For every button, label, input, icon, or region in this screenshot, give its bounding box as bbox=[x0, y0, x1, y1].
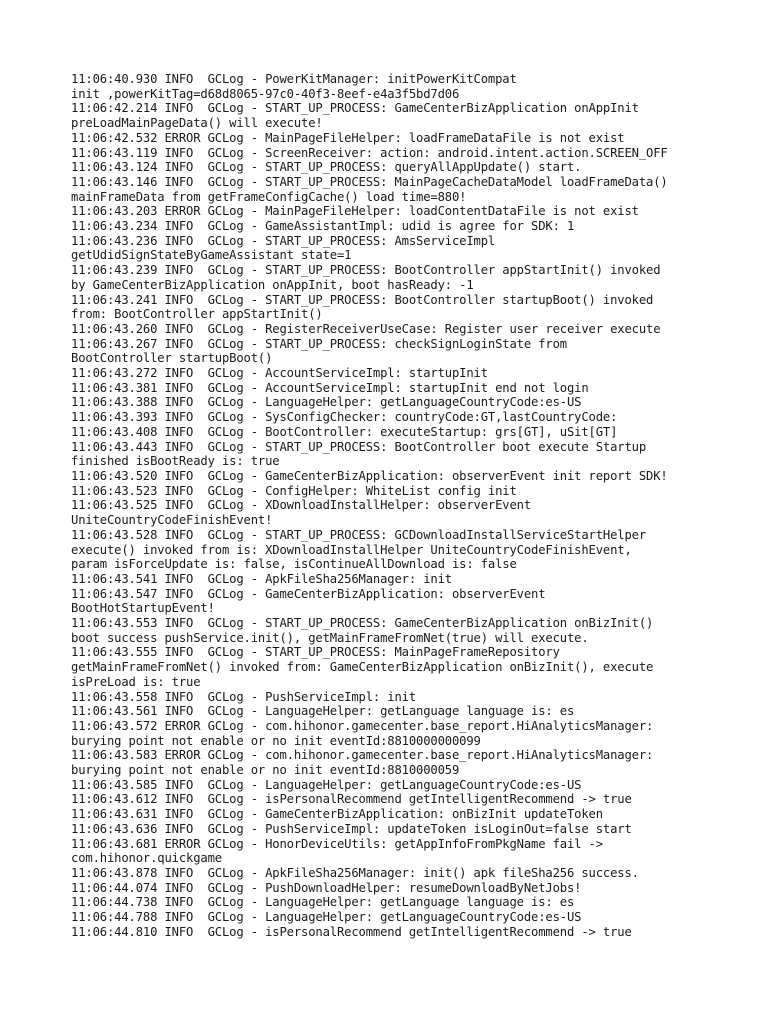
log-line: 11:06:43.381 INFO GCLog - AccountServiceImpl: startupInit end not login bbox=[71, 380, 589, 395]
log-line: 11:06:43.525 INFO GCLog - XDownloadInstallHelper: observerEvent bbox=[71, 498, 531, 513]
log-line: finished isBootReady is: true bbox=[71, 454, 280, 469]
log-line: 11:06:43.558 INFO GCLog - PushServiceImpl: init bbox=[71, 689, 416, 704]
log-line: 11:06:43.555 INFO GCLog - START_UP_PROCESS: MainPageFrameRepository bbox=[71, 645, 560, 660]
log-line: 11:06:43.260 INFO GCLog - RegisterReceiverUseCase: Register user receiver execute bbox=[71, 321, 661, 336]
log-line: 11:06:43.547 INFO GCLog - GameCenterBizApplication: observerEvent bbox=[71, 586, 546, 601]
log-line: 11:06:43.234 INFO GCLog - GameAssistantImpl: udid is agree for SDK: 1 bbox=[71, 219, 575, 234]
log-line: 11:06:40.930 INFO GCLog - PowerKitManager: initPowerKitCompat bbox=[71, 72, 517, 86]
log-line: 11:06:44.074 INFO GCLog - PushDownloadHelper: resumeDownloadByNetJobs! bbox=[71, 880, 582, 895]
log-line: 11:06:43.561 INFO GCLog - LanguageHelper: getLanguage language is: es bbox=[71, 704, 575, 719]
log-line: init ,powerKitTag=d68d8065-97c0-40f3-8eef-e4a3f5bd7d06 bbox=[71, 86, 460, 101]
log-line: 11:06:43.585 INFO GCLog - LanguageHelper: getLanguageCountryCode:es-US bbox=[71, 777, 582, 792]
log-line: 11:06:43.146 INFO GCLog - START_UP_PROCESS: MainPageCacheDataModel loadFrameData() bbox=[71, 174, 668, 189]
log-line: 11:06:43.541 INFO GCLog - ApkFileSha256Manager: init bbox=[71, 571, 452, 586]
log-line: 11:06:44.788 INFO GCLog - LanguageHelper: getLanguageCountryCode:es-US bbox=[71, 910, 582, 925]
log-line: 11:06:43.388 INFO GCLog - LanguageHelper: getLanguageCountryCode:es-US bbox=[71, 395, 582, 410]
log-line: 11:06:43.523 INFO GCLog - ConfigHelper: WhiteList config init bbox=[71, 483, 517, 498]
log-line: 11:06:43.681 ERROR GCLog - HonorDeviceUtils: getAppInfoFromPkgName fail -> bbox=[71, 836, 603, 851]
log-line: 11:06:43.636 INFO GCLog - PushServiceImpl: updateToken isLoginOut=false start bbox=[71, 821, 632, 836]
log-line: 11:06:43.393 INFO GCLog - SysConfigChecker: countryCode:GT,lastCountryCode: bbox=[71, 410, 618, 425]
log-line: UniteCountryCodeFinishEvent! bbox=[71, 513, 273, 528]
log-line: 11:06:43.553 INFO GCLog - START_UP_PROCESS: GameCenterBizApplication onBizInit() bbox=[71, 616, 654, 631]
log-line: BootController startupBoot() bbox=[71, 351, 273, 366]
log-line: 11:06:43.241 INFO GCLog - START_UP_PROCESS: BootController startupBoot() invoked bbox=[71, 292, 654, 307]
log-line: 11:06:42.214 INFO GCLog - START_UP_PROCESS: GameCenterBizApplication onAppInit bbox=[71, 101, 639, 116]
log-line: 11:06:43.267 INFO GCLog - START_UP_PROCESS: checkSignLoginState from bbox=[71, 336, 567, 351]
log-line: 11:06:44.738 INFO GCLog - LanguageHelper: getLanguage language is: es bbox=[71, 895, 575, 910]
log-line: preLoadMainPageData() will execute! bbox=[71, 116, 323, 131]
log-output bbox=[71, 72, 711, 939]
log-line: 11:06:43.612 INFO GCLog - isPersonalRecommend getIntelligentRecommend -> true bbox=[71, 792, 632, 807]
log-line: 11:06:43.631 INFO GCLog - GameCenterBizApplication: onBizInit updateToken bbox=[71, 807, 603, 822]
log-line: 11:06:44.810 INFO GCLog - isPersonalRecommend getIntelligentRecommend -> true bbox=[71, 924, 632, 939]
log-line: by GameCenterBizApplication onAppInit, boot hasReady: -1 bbox=[71, 277, 474, 292]
log-line: 11:06:43.239 INFO GCLog - START_UP_PROCESS: BootController appStartInit() invoked bbox=[71, 263, 661, 278]
log-line: 11:06:43.119 INFO GCLog - ScreenReceiver: action: android.intent.action.SCREEN_OFF bbox=[71, 145, 668, 160]
log-line: 11:06:43.878 INFO GCLog - ApkFileSha256Manager: init() apk fileSha256 success. bbox=[71, 865, 639, 880]
log-line: 11:06:43.443 INFO GCLog - START_UP_PROCESS: BootController boot execute Startup bbox=[71, 439, 646, 454]
log-line: param isForceUpdate is: false, isContinueAllDownload is: false bbox=[71, 557, 517, 572]
log-line: 11:06:43.236 INFO GCLog - START_UP_PROCESS: AmsServiceImpl bbox=[71, 233, 496, 248]
log-line: 11:06:43.203 ERROR GCLog - MainPageFileHelper: loadContentDataFile is not exist bbox=[71, 204, 639, 219]
log-line: 11:06:43.272 INFO GCLog - AccountServiceImpl: startupInit bbox=[71, 366, 488, 381]
log-line: 11:06:43.572 ERROR GCLog - com.hihonor.gamecenter.base_report.HiAnalyticsManager: bbox=[71, 718, 654, 733]
log-line: BootHotStartupEvent! bbox=[71, 601, 215, 616]
log-line: 11:06:43.124 INFO GCLog - START_UP_PROCESS: queryAllAppUpdate() start. bbox=[71, 160, 582, 175]
log-line: getMainFrameFromNet() invoked from: GameCenterBizApplication onBizInit(), execute bbox=[71, 660, 654, 675]
log-line: 11:06:43.408 INFO GCLog - BootController: executeStartup: grs[GT], uSit[GT] bbox=[71, 424, 618, 439]
log-line: 11:06:42.532 ERROR GCLog - MainPageFileHelper: loadFrameDataFile is not exist bbox=[71, 130, 625, 145]
log-line: execute() invoked from is: XDownloadInstallHelper UniteCountryCodeFinishEvent, bbox=[71, 542, 632, 557]
log-line: 11:06:43.520 INFO GCLog - GameCenterBizApplication: observerEvent init report SDK! bbox=[71, 468, 668, 483]
log-line: getUdidSignStateByGameAssistant state=1 bbox=[71, 248, 352, 263]
log-line: isPreLoad is: true bbox=[71, 674, 201, 689]
log-line: burying point not enable or no init eventId:8810000059 bbox=[71, 763, 460, 778]
log-line: com.hihonor.quickgame bbox=[71, 851, 222, 866]
log-line: boot success pushService.init(), getMainFrameFromNet(true) will execute. bbox=[71, 630, 589, 645]
log-line: burying point not enable or no init eventId:8810000000099 bbox=[71, 733, 481, 748]
log-line: 11:06:43.583 ERROR GCLog - com.hihonor.gamecenter.base_report.HiAnalyticsManager: bbox=[71, 748, 654, 763]
log-line: from: BootController appStartInit() bbox=[71, 307, 323, 322]
log-line: mainFrameData from getFrameConfigCache() load time=880! bbox=[71, 189, 467, 204]
log-line: 11:06:43.528 INFO GCLog - START_UP_PROCESS: GCDownloadInstallServiceStartHelper bbox=[71, 527, 646, 542]
